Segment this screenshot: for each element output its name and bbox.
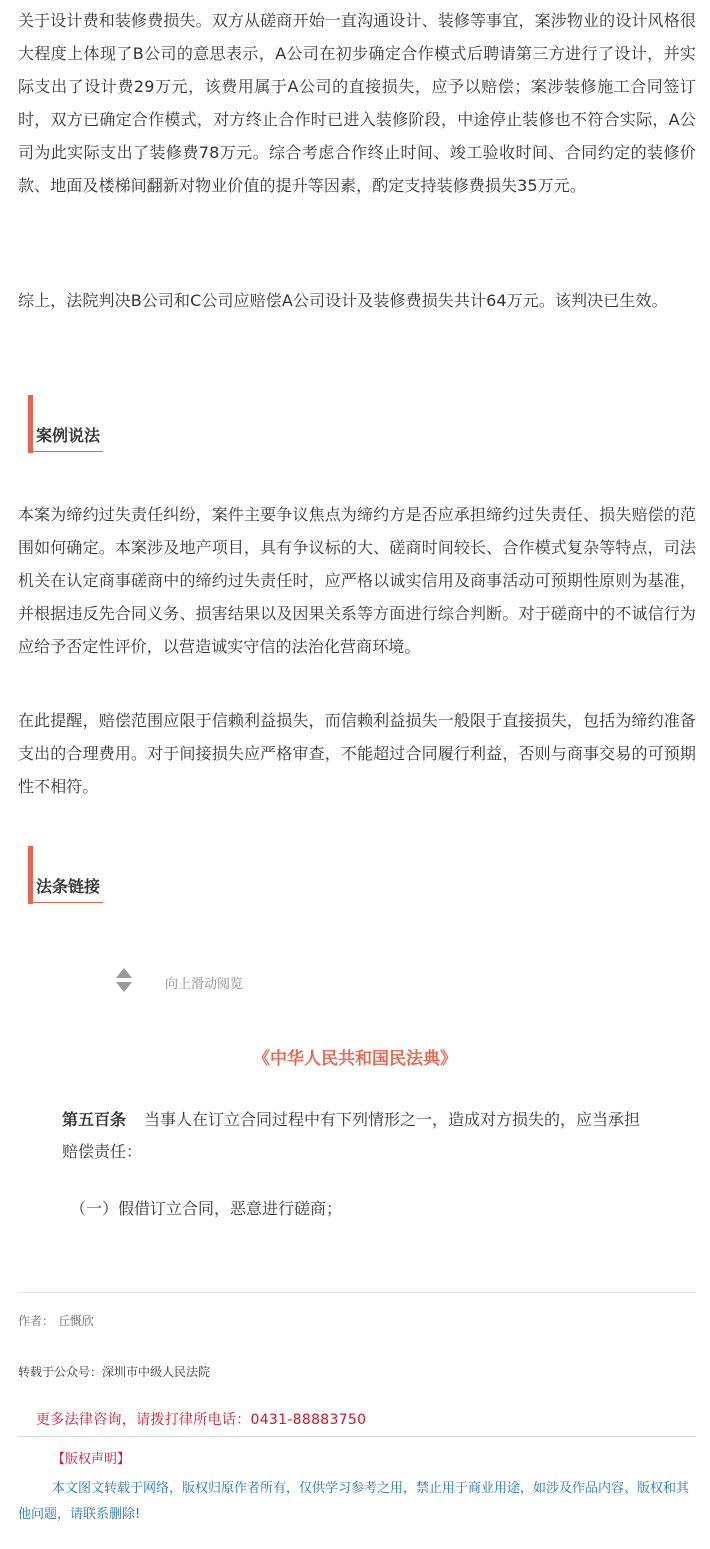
article-number: 第五百条: [62, 1110, 127, 1129]
law-article: [62, 1104, 652, 1168]
copyright-title: 【版权声明】: [52, 1452, 131, 1467]
law-item-1: （一）假借订立合同，恶意进行磋商；: [70, 1199, 343, 1218]
paragraph-conclusion: 综上，法院判决B公司和C公司应赔偿A公司设计及装修费损失共计64万元。该判决已生效。: [18, 291, 668, 310]
law-title: 《中华人民共和国民法典》: [253, 1049, 457, 1069]
paragraph-reminder: 在此提醒，赔偿范围应限于信赖利益损失，而信赖利益损失一般限于直接损失，包括为缔约准备支出的合理费用。对于间接损失应严格审查，不能超过合同履行利益，否则与商事交易的可预期性不相符。: [18, 711, 696, 796]
section-underline: [33, 451, 103, 452]
section-underline: [33, 902, 103, 903]
section-accent-bar: [28, 395, 33, 453]
section-title: 法条链接: [36, 877, 101, 896]
scroll-hint-text: 向上滑动阅览: [165, 977, 244, 992]
article-text: 当事人在订立合同过程中有下列情形之一，造成对方损失的，应当承担赔偿责任：: [62, 1110, 641, 1161]
paragraph-fees: 关于设计费和装修费损失。双方从磋商开始一直沟通设计、装修等事宜，案涉物业的设计风格很大程度上体现了B公司的意思表示，A公司在初步确定合作模式后聘请第三方进行了设计，并实际支出了设计费29万元，该费用属于A公司的直接损失，应予以赔偿；案涉装修施工合同签订时，双方已确定合作模式，对方终止合作时已进入装修阶段，中途停止装修也不符合实际，A公司为此实际支出了装修费78万元。综合考虑合作终止时间、竣工验收时间、合同约定的装修价款、地面及楼梯间翻新对物业价值的提升等因素，酌定支持装修费损失35万元。: [18, 11, 696, 195]
divider: [18, 1436, 696, 1437]
divider: [18, 1292, 696, 1293]
copyright-body: 本文图文转载于网络，版权归原作者所有，仅供学习参考之用，禁止用于商业用途，如涉及作品内容、版权和其他问题，请联系删除!: [18, 1481, 690, 1522]
scroll-arrows-icon: [116, 968, 132, 994]
reprint-source: 转载于公众号：深圳市中级人民法院: [18, 1365, 211, 1379]
consult-phone-line: 更多法律咨询，请拨打律所电话：0431-88883750: [36, 1412, 367, 1428]
author-line: 作者： 丘慨欣: [18, 1314, 94, 1328]
paragraph-analysis: 本案为缔约过失责任纠纷，案件主要争议焦点为缔约方是否应承担缔约过失责任、损失赔偿的范围如何确定。本案涉及地产项目，具有争议标的大、磋商时间较长、合作模式复杂等特点，司法机关在认定商事磋商中的缔约过失责任时，应严格以诚实信用及商事活动可预期性原则为基准，并根据违反先合同义务、损害结果以及因果关系等方面进行综合判断。对于磋商中的不诚信行为应给予否定性评价，以营造诚实守信的法治化营商环境。: [18, 505, 696, 656]
section-accent-bar: [28, 846, 33, 904]
section-title: 案例说法: [36, 426, 101, 445]
